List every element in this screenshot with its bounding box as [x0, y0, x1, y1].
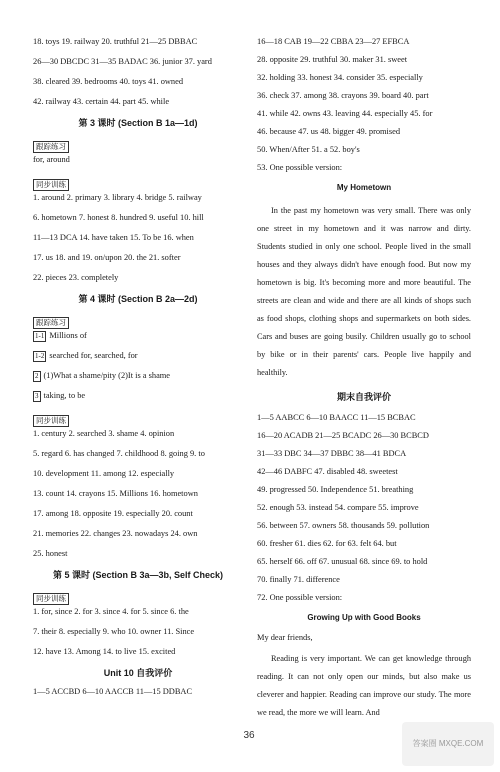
practice-answer-line [33, 370, 243, 390]
final-assessment-answers [257, 412, 471, 610]
answer-line: 10. development 11. among 12. especially [33, 469, 175, 478]
answer-line: 1—5 AABCC 6—10 BAACC 11—15 BCBAC [257, 413, 416, 422]
answer-line: 36. check 37. among 38. crayons 39. board 40. part [257, 91, 429, 100]
answer-line: 16—18 CAB 19—22 CBBA 23—27 EFBCA [257, 37, 410, 46]
answer-line: 25. honest [33, 549, 68, 558]
practice-answer-text: searched for, searched, for [49, 351, 138, 360]
question-number-label: 1-2 [35, 352, 45, 360]
tracking-practice-answer: for, around [33, 155, 70, 164]
answer-line: 6. hometown 7. honest 8. hundred 9. useful 10. hill [33, 213, 204, 222]
sync-training-answers [33, 428, 243, 568]
practice-answer-text: (1)What a shame/pity (2)It is a shame [43, 371, 171, 380]
section-5-title: 第 5 课时 (Section B 3a—3b, Self Check) [52, 570, 224, 580]
section-3-title: 第 3 课时 (Section B 1a—1d) [78, 118, 198, 128]
tracking-practice-tag: 跟踪练习 [33, 141, 69, 153]
answer-line: 5. regard 6. has changed 7. childhood 8. going 9. to [33, 449, 205, 458]
answer-line: 49. progressed 50. Independence 51. breathing [257, 485, 414, 494]
answer-line: 17. us 18. and 19. on/upon 20. the 21. softer [33, 253, 181, 262]
question-number-label: 2 [35, 372, 39, 380]
answer-line: 1. century 2. searched 3. shame 4. opinion [33, 429, 175, 438]
page-number: 36 [243, 730, 255, 741]
essay-greeting: My dear friends, [257, 633, 313, 642]
answers-block-right-top [257, 36, 471, 180]
answer-line: 56. between 57. owners 58. thousands 59. pollution [257, 521, 430, 530]
practice-answer-line [33, 350, 243, 370]
essay-growing-up: Reading is very important. We can get knowledge through reading. It can not only open our minds, but also make us cleverer and happier. Reading can improve our study. The more we read, the more we will learn. And [257, 654, 471, 717]
answer-line: 72. One possible version: [257, 593, 343, 602]
sync-training-tag: 同步训练 [33, 415, 69, 427]
right-column [257, 36, 471, 722]
answer-line: 18. toys 19. railway 20. truthful 21—25 DBBAC [33, 37, 198, 46]
answer-line: 1. for, since 2. for 3. since 4. for 5. since 6. the [33, 607, 189, 616]
answers-block-left-top [33, 36, 243, 116]
practice-answer-line [33, 390, 243, 410]
sync-training-answers [33, 192, 243, 292]
tracking-practice-tag: 跟踪练习 [33, 317, 69, 329]
answer-line: 60. fresher 61. dies 62. for 63. felt 64. but [257, 539, 397, 548]
answer-line: 7. their 8. especially 9. who 10. owner 11. Since [33, 627, 195, 636]
final-assessment-title: 期末自我评价 [336, 392, 391, 402]
answer-line: 11—13 DCA 14. have taken 15. To be 16. when [33, 233, 194, 242]
answer-line: 1—5 ACCBD 6—10 AACCB 11—15 DDBAC [33, 687, 193, 696]
answer-line: 22. pieces 23. completely [33, 273, 119, 282]
practice-answer-text: taking, to be [43, 391, 86, 400]
practice-answer-text: Millions of [49, 331, 87, 340]
question-number-label: 3 [35, 392, 39, 400]
answer-line: 12. have 13. Among 14. to live 15. excited [33, 647, 176, 656]
sync-training-tag: 同步训练 [33, 179, 69, 191]
sync-training-tag: 同步训练 [33, 593, 69, 605]
unit-10-title: Unit 10 自我评价 [103, 668, 173, 678]
answer-line: 32. holding 33. honest 34. consider 35. especially [257, 73, 423, 82]
unit-10-answers [33, 686, 243, 706]
answer-line: 31—33 DBC 34—37 DBBC 38—41 BDCA [257, 449, 407, 458]
left-column [33, 36, 243, 706]
answer-line: 41. while 42. owns 43. leaving 44. especially 45. for [257, 109, 433, 118]
answer-line: 21. memories 22. changes 23. nowadays 24. own [33, 529, 198, 538]
practice-answer-line [33, 330, 243, 350]
answer-line: 16—20 ACADB 21—25 BCADC 26—30 BCBCD [257, 431, 429, 440]
essay-my-hometown: In the past my hometown was very small. There was only one street in my hometown and it was narrow and dirty. Students studied in only one school. People lived in the small houses and they always didn't have enough food. But now my hometown is big. It's becoming more and more beautiful. The streets are clean and wide and there are all kinds of shops such as food shops, clothing shops and supermarkets on both sides. Cars and buses are going busily. Children usually go to school by bike or in their parents' cars. People live happily and healthily. [257, 206, 471, 377]
answer-line: 52. enough 53. instead 54. compare 55. improve [257, 503, 419, 512]
tracking-practice-answers [33, 330, 243, 410]
answer-line: 53. One possible version: [257, 163, 343, 172]
answer-line: 13. count 14. crayons 15. Millions 16. hometown [33, 489, 198, 498]
answer-line: 70. finally 71. difference [257, 575, 340, 584]
site-watermark: 答案圈 MXQE.COM [402, 722, 494, 766]
answer-line: 46. because 47. us 48. bigger 49. promised [257, 127, 401, 136]
answer-line: 38. cleared 39. bedrooms 40. toys 41. owned [33, 77, 184, 86]
answer-line: 26—30 DBCDC 31—35 BADAC 36. junior 37. yard [33, 57, 212, 66]
answer-line: 65. herself 66. off 67. unusual 68. since 69. to hold [257, 557, 428, 566]
answer-line: 42. railway 43. certain 44. part 45. while [33, 97, 170, 106]
essay-title-my-hometown: My Hometown [336, 183, 392, 192]
section-4-title: 第 4 课时 (Section B 2a—2d) [78, 294, 198, 304]
answer-line: 17. among 18. opposite 19. especially 20. count [33, 509, 193, 518]
sync-training-answers [33, 606, 243, 666]
essay-title-growing-up: Growing Up with Good Books [307, 613, 421, 622]
answer-line: 28. opposite 29. truthful 30. maker 31. sweet [257, 55, 408, 64]
answer-line: 1. around 2. primary 3. library 4. bridge 5. railway [33, 193, 202, 202]
answer-line: 50. When/After 51. a 52. boy's [257, 145, 360, 154]
answer-line: 42—46 DABFC 47. disabled 48. sweetest [257, 467, 398, 476]
question-number-label: 1-1 [35, 332, 45, 340]
